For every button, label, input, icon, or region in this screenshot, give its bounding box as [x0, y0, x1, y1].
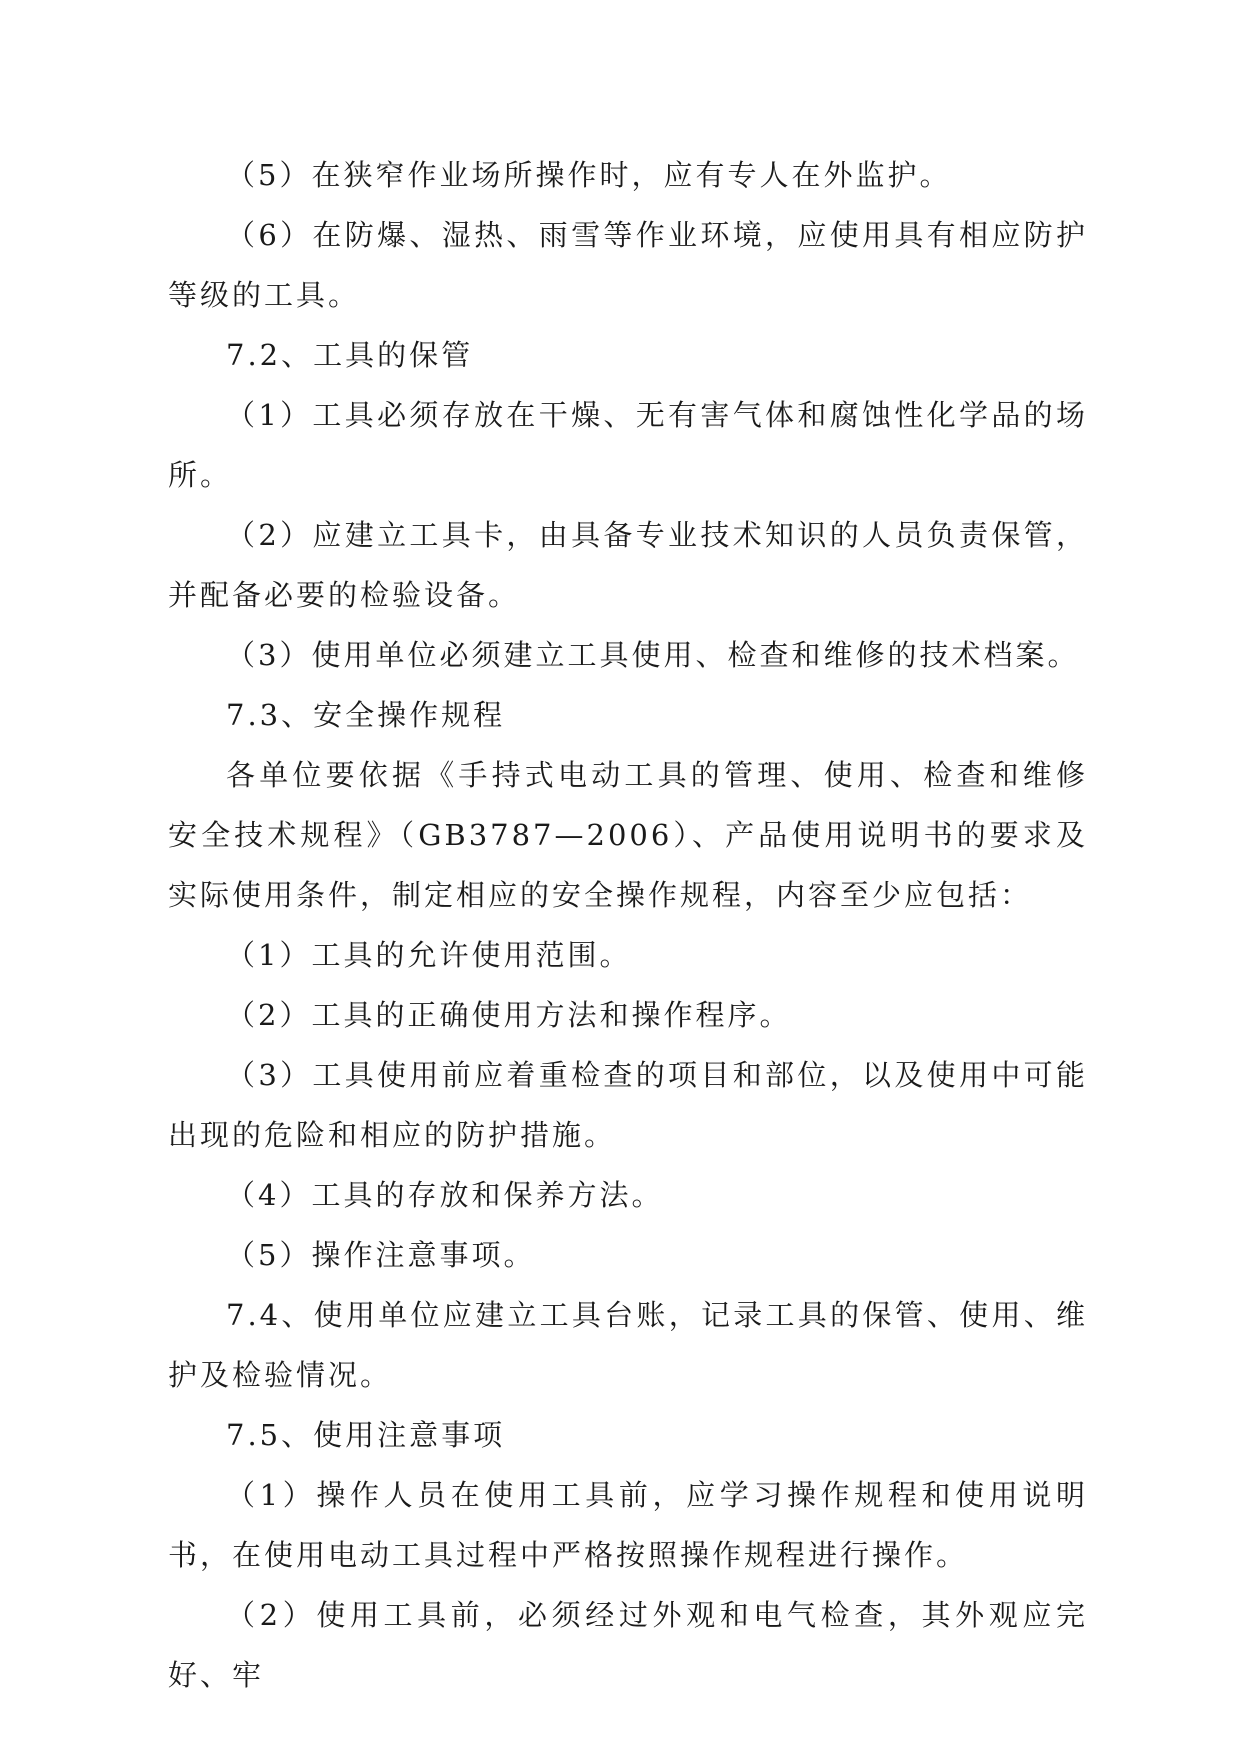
section-heading: 7.5、使用注意事项 [226, 1418, 506, 1452]
paragraph: （5）操作注意事项。 [226, 1238, 536, 1272]
paragraph: （4）工具的存放和保养方法。 [226, 1178, 664, 1212]
paragraph: （5）在狭窄作业场所操作时，应有专人在外监护。 [226, 158, 952, 192]
paragraph: （1）操作人员在使用工具前，应学习操作规程和使用说明书，在使用电动工具过程中严格按照操作规程进行操作。 [168, 1478, 1088, 1572]
paragraph: （2）工具的正确使用方法和操作程序。 [226, 998, 792, 1032]
paragraph: （2）使用工具前，必须经过外观和电气检查，其外观应完好、牢 [168, 1598, 1088, 1692]
paragraph: 各单位要依据《手持式电动工具的管理、使用、检查和维修安全技术规程》（GB3787—2006）、产品使用说明书的要求及实际使用条件，制定相应的安全操作规程，内容至少应包括： [168, 758, 1088, 912]
paragraph: （6）在防爆、湿热、雨雪等作业环境，应使用具有相应防护等级的工具。 [168, 218, 1088, 312]
paragraph: （1）工具的允许使用范围。 [226, 938, 632, 972]
section-heading: 7.3、安全操作规程 [226, 698, 506, 732]
paragraph: （3）工具使用前应着重检查的项目和部位，以及使用中可能出现的危险和相应的防护措施。 [168, 1058, 1088, 1152]
section-heading: 7.4、使用单位应建立工具台账，记录工具的保管、使用、维护及检验情况。 [168, 1298, 1088, 1392]
paragraph: （2）应建立工具卡，由具备专业技术知识的人员负责保管，并配备必要的检验设备。 [168, 518, 1088, 612]
paragraph: （3）使用单位必须建立工具使用、检查和维修的技术档案。 [226, 638, 1080, 672]
section-heading: 7.2、工具的保管 [226, 338, 474, 372]
document-body [168, 145, 1088, 1705]
paragraph: （1）工具必须存放在干燥、无有害气体和腐蚀性化学品的场所。 [168, 398, 1088, 492]
